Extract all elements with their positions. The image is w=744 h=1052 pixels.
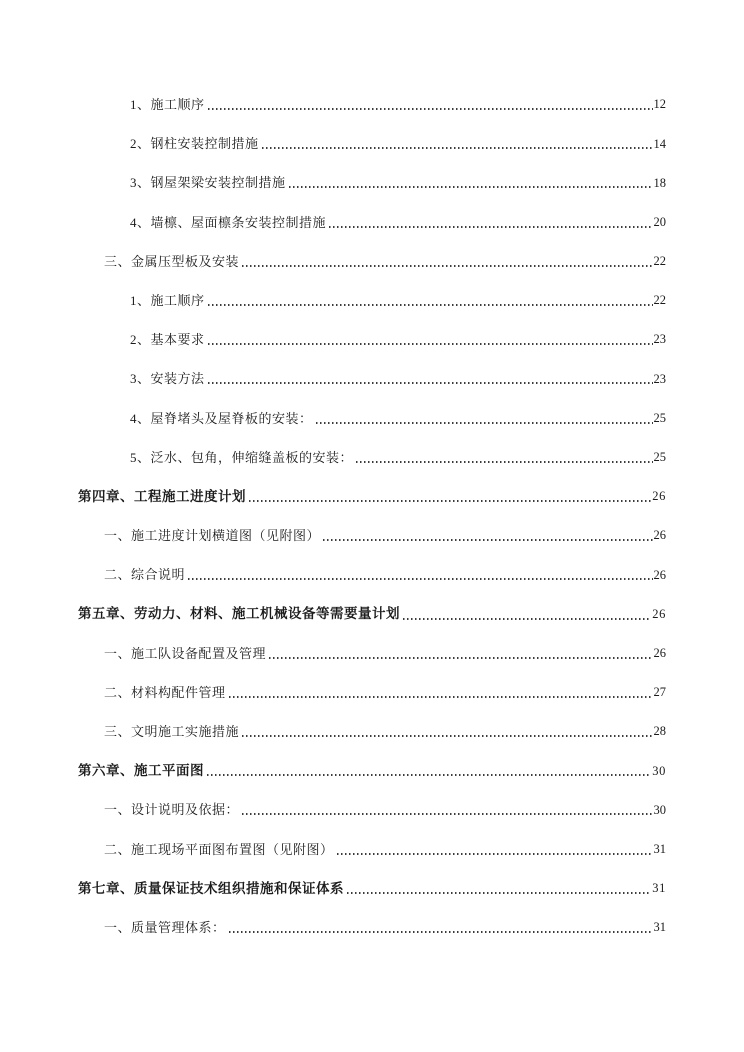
toc-entry-label: 三、文明施工实施措施 — [104, 724, 240, 740]
toc-entry-label: 一、施工队设备配置及管理 — [104, 645, 267, 661]
toc-entry[interactable] — [78, 712, 666, 751]
toc-entry-page-number: 25 — [653, 450, 666, 465]
toc-entry[interactable] — [78, 242, 666, 281]
toc-entry[interactable] — [78, 555, 666, 594]
dotted-leader — [289, 186, 653, 188]
toc-entry-page-number: 14 — [653, 136, 666, 151]
dotted-leader — [208, 304, 653, 306]
toc-entry-label: 2、钢柱安装控制措施 — [130, 136, 259, 152]
toc-entry[interactable] — [78, 751, 666, 790]
dotted-leader — [262, 147, 653, 149]
dotted-leader — [347, 892, 651, 894]
dotted-leader — [403, 618, 651, 620]
toc-entry[interactable] — [78, 124, 666, 163]
toc-entry[interactable] — [78, 399, 666, 438]
toc-entry-label: 第四章、工程施工进度计划 — [78, 488, 246, 504]
toc-entry[interactable] — [78, 320, 666, 359]
toc-entry-label: 一、施工进度计划横道图（见附图） — [104, 528, 321, 544]
dotted-leader — [229, 931, 653, 933]
toc-entry[interactable] — [78, 477, 666, 516]
toc-entry[interactable] — [78, 634, 666, 673]
toc-entry[interactable] — [78, 869, 666, 908]
toc-entry-page-number: 31 — [653, 920, 666, 935]
toc-entry-page-number: 31 — [652, 881, 666, 896]
dotted-leader — [249, 500, 651, 502]
dotted-leader — [316, 422, 653, 424]
toc-entry-label: 二、综合说明 — [104, 567, 186, 583]
toc-entry-page-number: 28 — [653, 724, 666, 739]
toc-entry-page-number: 26 — [652, 489, 666, 504]
toc-entry-label: 第五章、劳动力、材料、施工机械设备等需要量计划 — [78, 606, 400, 622]
toc-entry-page-number: 22 — [653, 293, 666, 308]
toc-entry-label: 三、金属压型板及安装 — [104, 253, 240, 269]
toc-entry-page-number: 31 — [653, 841, 666, 856]
dotted-leader — [188, 578, 652, 580]
dotted-leader — [242, 813, 652, 815]
toc-entry[interactable] — [78, 438, 666, 477]
toc-entry[interactable] — [78, 359, 666, 398]
toc-entry-label: 4、屋脊堵头及屋脊板的安装： — [130, 410, 313, 426]
toc-entry-page-number: 12 — [653, 97, 666, 112]
toc-entry-page-number: 23 — [653, 371, 666, 386]
toc-entry[interactable] — [78, 516, 666, 555]
dotted-leader — [323, 539, 652, 541]
dotted-leader — [269, 657, 652, 659]
table-of-contents — [78, 85, 666, 947]
toc-entry[interactable] — [78, 673, 666, 712]
toc-entry[interactable] — [78, 830, 666, 869]
dotted-leader — [337, 853, 653, 855]
dotted-leader — [208, 108, 653, 110]
toc-entry[interactable] — [78, 594, 666, 633]
toc-entry-page-number: 18 — [653, 175, 666, 190]
dotted-leader — [207, 774, 651, 776]
toc-entry-label: 第七章、质量保证技术组织措施和保证体系 — [78, 880, 344, 896]
toc-entry[interactable] — [78, 163, 666, 202]
toc-entry-label: 2、基本要求 — [130, 332, 205, 348]
toc-entry-page-number: 30 — [653, 802, 666, 817]
toc-entry-page-number: 30 — [652, 763, 666, 778]
toc-entry-page-number: 26 — [652, 606, 666, 621]
toc-entry-label: 二、材料构配件管理 — [104, 684, 226, 700]
toc-entry-label: 1、施工顺序 — [130, 97, 205, 113]
toc-entry-label: 3、安装方法 — [130, 371, 205, 387]
toc-entry-label: 一、设计说明及依据： — [104, 802, 240, 818]
toc-entry-page-number: 26 — [653, 567, 666, 582]
toc-entry-label: 5、泛水、包角，伸缩缝盖板的安装： — [130, 449, 354, 465]
toc-entry-label: 二、施工现场平面图布置图（见附图） — [104, 841, 334, 857]
dotted-leader — [329, 226, 652, 228]
dotted-leader — [356, 461, 652, 463]
toc-entry-page-number: 26 — [653, 645, 666, 660]
toc-entry[interactable] — [78, 908, 666, 947]
toc-entry-page-number: 25 — [653, 410, 666, 425]
toc-entry[interactable] — [78, 203, 666, 242]
toc-entry[interactable] — [78, 790, 666, 829]
toc-entry-label: 1、施工顺序 — [130, 293, 205, 309]
dotted-leader — [242, 735, 652, 737]
toc-entry-label: 4、墙檩、屋面檩条安装控制措施 — [130, 214, 327, 230]
toc-entry-label: 第六章、施工平面图 — [78, 763, 204, 779]
toc-entry-page-number: 27 — [653, 685, 666, 700]
toc-entry-page-number: 22 — [653, 254, 666, 269]
toc-entry-label: 3、钢屋架梁安装控制措施 — [130, 175, 286, 191]
toc-entry[interactable] — [78, 85, 666, 124]
dotted-leader — [208, 343, 653, 345]
toc-entry-label: 一、质量管理体系： — [104, 920, 226, 936]
dotted-leader — [208, 382, 653, 384]
toc-entry-page-number: 20 — [653, 214, 666, 229]
dotted-leader — [242, 265, 652, 267]
toc-entry-page-number: 26 — [653, 528, 666, 543]
dotted-leader — [229, 696, 653, 698]
toc-entry-page-number: 23 — [653, 332, 666, 347]
toc-entry[interactable] — [78, 281, 666, 320]
